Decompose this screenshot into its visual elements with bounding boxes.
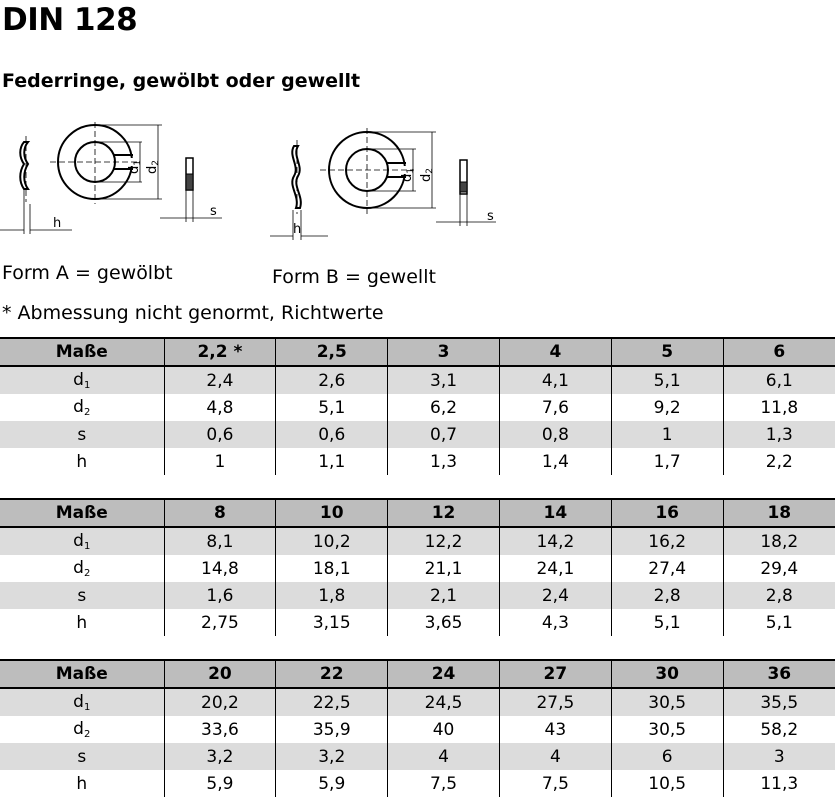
table-row-h	[0, 448, 835, 475]
size-header: 3	[388, 338, 500, 366]
table-cell: 7,5	[499, 770, 611, 797]
size-header: 6	[723, 338, 835, 366]
header-label-masse: Maße	[0, 499, 164, 527]
table-row-s	[0, 421, 835, 448]
table-cell: 11,3	[723, 770, 835, 797]
table-cell: 6,2	[388, 394, 500, 421]
table-cell: 5,1	[611, 366, 723, 394]
table-cell: 3,1	[388, 366, 500, 394]
table-cell: 2,8	[611, 582, 723, 609]
table-cell: 10,2	[276, 527, 388, 555]
table-cell: 11,8	[723, 394, 835, 421]
table-cell: 2,1	[388, 582, 500, 609]
table-cell: 1,4	[499, 448, 611, 475]
table-cell: 4	[499, 743, 611, 770]
table-cell: 5,1	[276, 394, 388, 421]
form-a-ring-view	[50, 122, 162, 204]
table-cell: 14,8	[164, 555, 276, 582]
form-b-ring-view	[320, 128, 436, 214]
table-cell: 40	[388, 716, 500, 743]
row-label-s: s	[0, 582, 164, 609]
table-cell: 27,4	[611, 555, 723, 582]
form-b-d1-label: d1	[400, 168, 416, 182]
table-cell: 3	[723, 743, 835, 770]
size-header: 2,2 *	[164, 338, 276, 366]
table-cell: 2,4	[164, 366, 276, 394]
table-cell: 0,7	[388, 421, 500, 448]
form-b-s-label: s	[487, 209, 494, 224]
form-b-caption: Form B = gewellt	[272, 266, 436, 288]
table-cell: 33,6	[164, 716, 276, 743]
table-cell: 7,6	[499, 394, 611, 421]
washer-technical-drawing	[0, 122, 520, 247]
page-title: DIN 128	[2, 2, 138, 38]
table-cell: 21,1	[388, 555, 500, 582]
size-header: 22	[276, 660, 388, 688]
table-cell: 4,1	[499, 366, 611, 394]
row-label-d1: $d_1$	[0, 527, 164, 555]
table-cell: 22,5	[276, 688, 388, 716]
size-header: 8	[164, 499, 276, 527]
table-cell: 27,5	[499, 688, 611, 716]
dimension-table-1	[0, 337, 835, 475]
table-cell: 0,6	[276, 421, 388, 448]
table-cell: 5,1	[723, 609, 835, 636]
table-header-row	[0, 338, 835, 366]
page-subtitle: Federringe, gewölbt oder gewellt	[2, 70, 361, 92]
row-label-h: h	[76, 612, 88, 633]
footnote: * Abmessung nicht genormt, Richtwerte	[2, 302, 384, 324]
size-header: 4	[499, 338, 611, 366]
table-row-d1	[0, 366, 835, 394]
table-header-row	[0, 660, 835, 688]
size-header: 36	[723, 660, 835, 688]
table-cell: 10,5	[611, 770, 723, 797]
table-cell: 1	[611, 421, 723, 448]
table-cell: 24,5	[388, 688, 500, 716]
size-header: 14	[499, 499, 611, 527]
form-a-d2-label: d2	[145, 160, 161, 174]
size-header: 30	[611, 660, 723, 688]
table-cell: 14,2	[499, 527, 611, 555]
table-cell: 30,5	[611, 688, 723, 716]
table-cell: 5,9	[164, 770, 276, 797]
form-a-drawing	[0, 122, 222, 234]
size-header: 16	[611, 499, 723, 527]
header-label-masse: Maße	[0, 338, 164, 366]
row-label-d2: $d_2$	[73, 558, 91, 579]
table-row-d1	[0, 527, 835, 555]
size-header: 5	[611, 338, 723, 366]
table-cell: 6	[611, 743, 723, 770]
table-cell: 6,1	[723, 366, 835, 394]
table-cell: 1,1	[276, 448, 388, 475]
table-row-h	[0, 770, 835, 797]
table-header-row	[0, 499, 835, 527]
table-cell: 29,4	[723, 555, 835, 582]
form-a-caption: Form A = gewölbt	[2, 262, 173, 284]
table-cell: 1,7	[611, 448, 723, 475]
table-cell: 2,4	[499, 582, 611, 609]
table-cell: 24,1	[499, 555, 611, 582]
table-cell: 1,8	[276, 582, 388, 609]
table-cell: 35,5	[723, 688, 835, 716]
table-cell: 1,6	[164, 582, 276, 609]
table-cell: 12,2	[388, 527, 500, 555]
table-row-s	[0, 582, 835, 609]
form-a-d1-label: d1	[127, 160, 143, 174]
form-b-h-label: h	[293, 222, 302, 237]
row-label-d1: $d_1$	[0, 366, 164, 394]
table-row-d2	[0, 555, 835, 582]
table-row-d2	[0, 394, 835, 421]
table-cell: 4	[388, 743, 500, 770]
table-cell: 18,1	[276, 555, 388, 582]
row-label-s: s	[0, 743, 164, 770]
table-cell: 2,8	[723, 582, 835, 609]
table-cell: 4,3	[499, 609, 611, 636]
size-header: 12	[388, 499, 500, 527]
row-label-h: h	[76, 451, 88, 472]
table-cell: 4,8	[164, 394, 276, 421]
table-cell: 1,3	[723, 421, 835, 448]
header-label-masse: Maße	[0, 660, 164, 688]
table-cell: 20,2	[164, 688, 276, 716]
table-cell: 3,2	[164, 743, 276, 770]
form-b-drawing	[270, 128, 496, 240]
row-label-h: h	[76, 773, 88, 794]
table-cell: 3,65	[388, 609, 500, 636]
table-row-d1	[0, 688, 835, 716]
table-cell: 0,8	[499, 421, 611, 448]
size-header: 27	[499, 660, 611, 688]
table-cell: 16,2	[611, 527, 723, 555]
table-cell: 7,5	[388, 770, 500, 797]
size-header: 20	[164, 660, 276, 688]
table-row-d2	[0, 716, 835, 743]
table-row-h	[0, 609, 835, 636]
table-cell: 1,3	[388, 448, 500, 475]
table-cell: 18,2	[723, 527, 835, 555]
table-cell: 30,5	[611, 716, 723, 743]
dimension-table-3	[0, 659, 835, 797]
table-cell: 0,6	[164, 421, 276, 448]
table-row-s	[0, 743, 835, 770]
table-cell: 3,2	[276, 743, 388, 770]
table-cell: 9,2	[611, 394, 723, 421]
table-cell: 2,2	[723, 448, 835, 475]
size-header: 10	[276, 499, 388, 527]
form-a-s-label: s	[210, 204, 217, 219]
table-cell: 43	[499, 716, 611, 743]
dimension-table-2	[0, 498, 835, 636]
table-cell: 58,2	[723, 716, 835, 743]
table-cell: 3,15	[276, 609, 388, 636]
table-cell: 5,1	[611, 609, 723, 636]
row-label-d2: $d_2$	[73, 397, 91, 418]
size-header: 2,5	[276, 338, 388, 366]
size-header: 18	[723, 499, 835, 527]
form-a-h-label: h	[53, 216, 62, 231]
row-label-d2: $d_2$	[73, 719, 91, 740]
form-b-d2-label: d2	[419, 168, 435, 182]
table-cell: 2,6	[276, 366, 388, 394]
table-cell: 8,1	[164, 527, 276, 555]
row-label-s: s	[0, 421, 164, 448]
table-cell: 5,9	[276, 770, 388, 797]
row-label-d1: $d_1$	[0, 688, 164, 716]
table-cell: 2,75	[164, 609, 276, 636]
table-cell: 1	[164, 448, 276, 475]
table-cell: 35,9	[276, 716, 388, 743]
size-header: 24	[388, 660, 500, 688]
